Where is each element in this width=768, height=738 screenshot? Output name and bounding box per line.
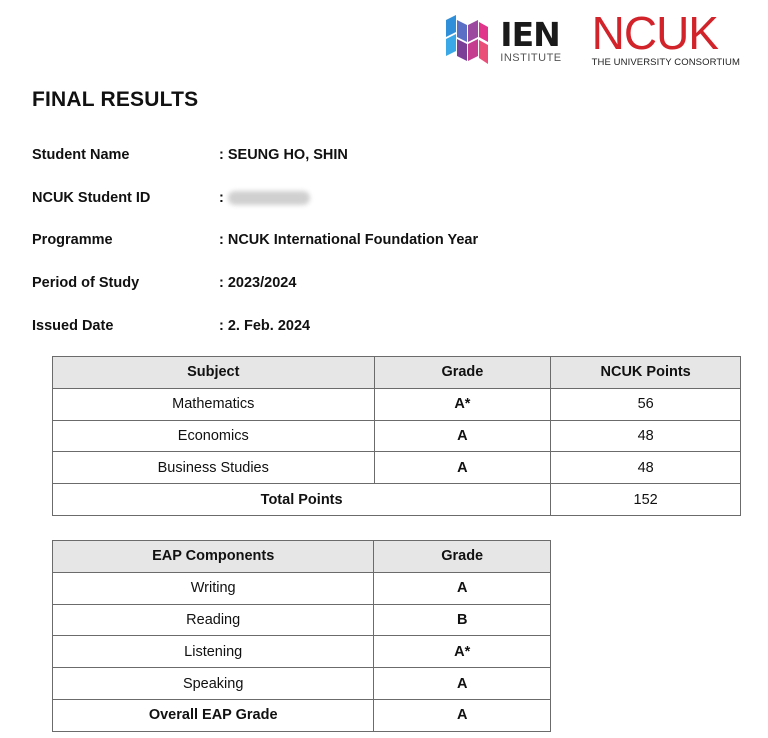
- grade-cell: A: [374, 452, 551, 484]
- header-grade: Grade: [374, 357, 551, 389]
- grade-cell: A: [374, 668, 551, 700]
- points-cell: 48: [551, 420, 741, 452]
- total-value: 152: [551, 484, 741, 516]
- table-row: [53, 420, 741, 452]
- header-grade: Grade: [374, 541, 551, 573]
- header-component: EAP Components: [53, 541, 374, 573]
- table-row: [53, 388, 741, 420]
- ien-name: IEN: [500, 15, 560, 54]
- issued-value: : 2. Feb. 2024: [219, 317, 311, 334]
- header-points: NCUK Points: [551, 357, 741, 389]
- component-cell: Writing: [53, 572, 374, 604]
- ncuk-subtitle: THE UNIVERSITY CONSORTIUM: [591, 57, 740, 68]
- header-subject: Subject: [53, 357, 375, 389]
- grade-cell: A*: [374, 636, 551, 668]
- component-cell: Reading: [53, 604, 374, 636]
- student-id-label: NCUK Student ID: [32, 189, 151, 206]
- ncuk-logo: [591, 7, 740, 68]
- total-row: [53, 484, 741, 516]
- table-row: [53, 636, 551, 668]
- period-value: : 2023/2024: [219, 275, 297, 292]
- info-row-period: [32, 275, 478, 318]
- points-cell: 56: [551, 388, 741, 420]
- component-cell: Speaking: [53, 668, 374, 700]
- overall-label: Overall EAP Grade: [53, 699, 374, 731]
- student-name-value: : SEUNG HO, SHIN: [219, 147, 348, 163]
- page-title: FINAL RESULTS: [32, 88, 199, 111]
- student-info: [32, 147, 478, 360]
- grade-cell: A*: [374, 388, 551, 420]
- component-cell: Listening: [53, 636, 374, 668]
- ien-geometric-icon: [446, 12, 488, 70]
- redacted-id: [228, 191, 310, 205]
- issued-label: Issued Date: [32, 317, 114, 334]
- ien-logo: [446, 12, 561, 70]
- grade-cell: A: [374, 572, 551, 604]
- table-row: [53, 668, 551, 700]
- grade-cell: A: [374, 420, 551, 452]
- info-row-programme: [32, 232, 478, 275]
- student-name-label: Student Name: [32, 147, 130, 163]
- subject-cell: Economics: [53, 420, 375, 452]
- table-row: [53, 572, 551, 604]
- info-row-id: [32, 190, 478, 233]
- overall-value: A: [374, 699, 551, 731]
- info-row-name: [32, 147, 478, 190]
- info-row-issued: [32, 318, 478, 361]
- total-label: Total Points: [53, 484, 551, 516]
- ncuk-name: NCUK: [591, 7, 718, 59]
- points-cell: 48: [551, 452, 741, 484]
- table-header-row: [53, 541, 551, 573]
- results-table: [52, 356, 741, 516]
- subject-cell: Mathematics: [53, 388, 375, 420]
- subject-cell: Business Studies: [53, 452, 375, 484]
- programme-label: Programme: [32, 232, 113, 249]
- ien-subtitle: INSTITUTE: [500, 52, 562, 64]
- programme-value: : NCUK International Foundation Year: [219, 232, 479, 249]
- table-row: [53, 604, 551, 636]
- table-row: [53, 452, 741, 484]
- student-id-colon: :: [219, 189, 224, 206]
- overall-row: [53, 699, 551, 731]
- grade-cell: B: [374, 604, 551, 636]
- student-id-value: [219, 190, 310, 233]
- table-header-row: [53, 357, 741, 389]
- eap-table: [52, 540, 551, 732]
- logos: [446, 7, 740, 70]
- period-label: Period of Study: [32, 275, 140, 292]
